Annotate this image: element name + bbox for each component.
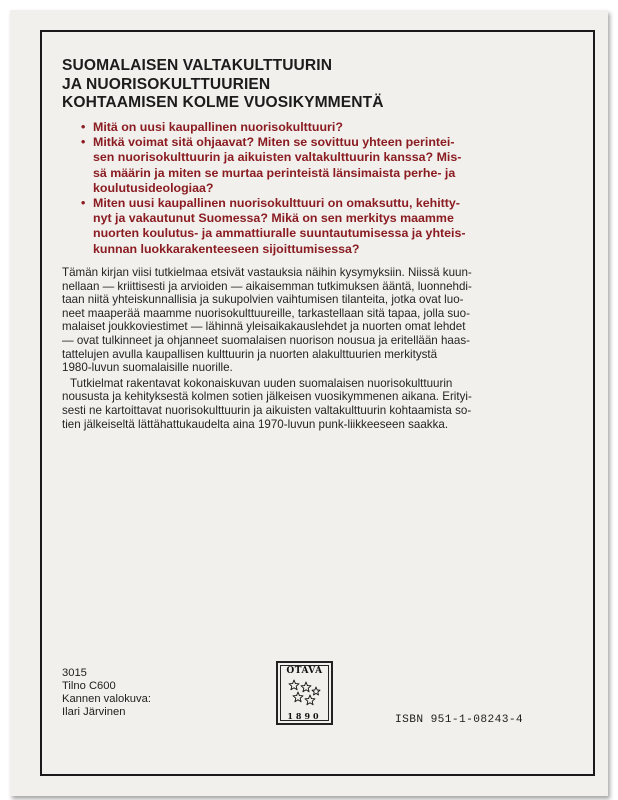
question-line: nyt ja vakautunut Suomessa? Mikä on sen merkitys maamme: [93, 211, 454, 226]
question-line: nuorten koulutus- ja ammattiuralle suuntautumisessa ja yhteis-: [93, 226, 466, 241]
question-item: [81, 196, 551, 257]
publication-info: [62, 667, 151, 719]
body-text: [62, 266, 532, 433]
title-line: JA NUORISOKULTTUURIEN: [62, 75, 271, 93]
order-number: Tilno C600: [62, 680, 116, 692]
stars-icon: [288, 678, 322, 708]
paragraph: [62, 377, 532, 431]
paragraph-line: tien jälkeiseltä lättähattukaudelta aina 1970-luvun punk-liikkeeseen saakka.: [62, 417, 449, 431]
photographer-name: Ilari Järvinen: [62, 706, 126, 718]
question-line: kunnan luokkarakenteeseen sijoittumisessa?: [93, 241, 360, 256]
publisher-logo: [276, 661, 333, 725]
paragraph-line: noususta ja kehityksestä kolmen sotien jälkeisen vuosikymmenen aikana. Erityi-: [62, 390, 472, 404]
question-line: sen nuorisokulttuurin ja aikuisten valtakulttuurin kanssa? Mis-: [93, 150, 462, 165]
product-code: 3015: [62, 667, 87, 679]
question-line: • Mitkä voimat sitä ohjaavat? Miten se sovittuu yhteen perintei-: [93, 135, 455, 150]
publisher-year: 1890: [287, 711, 322, 721]
question-item: [81, 120, 551, 135]
paragraph-line: tattelujen avulla kaupallisen kulttuurin ja nuorten alakulttuurien merkitystä: [62, 347, 438, 361]
paragraph-line: malaiset joukkoviestimet — lähinnä yleisaikakauslehdet ja nuorten omat lehdet: [62, 320, 466, 334]
paragraph: [62, 266, 532, 375]
isbn: ISBN 951-1-08243-4: [395, 714, 524, 726]
paragraph-line: sesti ne kartoittavat nuorisokulttuurin ja aikuisten valtakulttuurin kohtaamista so-: [62, 403, 472, 417]
question-line: • Miten uusi kaupallinen nuorisokulttuuri on omaksuttu, kehitty-: [93, 196, 460, 211]
question-line: • Mitä on uusi kaupallinen nuorisokulttuuri?: [93, 120, 343, 134]
paragraph-line: Tutkielmat rakentavat kokonaiskuvan uuden suomalaisen nuorisokulttuurin: [70, 376, 453, 390]
title-line: SUOMALAISEN VALTAKULTTUURIN: [62, 57, 333, 74]
paragraph-line: 1980-luvun suomalaisille nuorille.: [62, 361, 233, 375]
paragraph-line: Tämän kirjan viisi tutkielmaa etsivät vastauksia näihin kysymyksiin. Niissä kuun-: [62, 266, 472, 279]
publisher-name: OTAVA: [286, 666, 323, 676]
question-list: [81, 120, 551, 257]
paragraph-line: — ovat tulkinneet ja ohjanneet suomalaisen nuorison nousua ja eritellään haas-: [62, 333, 470, 347]
question-line: koulutusideologiaa?: [93, 180, 214, 195]
paragraph-line: taan niitä yhteiskunnallisia ja sukupolvien vaihtumisen tilanteita, jotka ovat luo-: [62, 293, 464, 307]
paragraph-line: neet maaperää maamme nuorisokulttuureille, tarkastellaan sitä tapaa, jolla suo-: [62, 306, 470, 320]
question-line: sä määrin ja miten se murtaa perinteistä länsimaista perhe- ja: [93, 165, 456, 180]
paragraph-line: nellaan — kriittisesti ja arvioiden — aikaisemman tutkimuksen ääntä, luonnehdi-: [62, 279, 472, 293]
book-title: [62, 57, 542, 113]
question-item: [81, 135, 551, 196]
photo-credit-label: Kannen valokuva:: [62, 693, 151, 705]
title-line: KOHTAAMISEN KOLME VUOSIKYMMENTÄ: [62, 94, 384, 111]
